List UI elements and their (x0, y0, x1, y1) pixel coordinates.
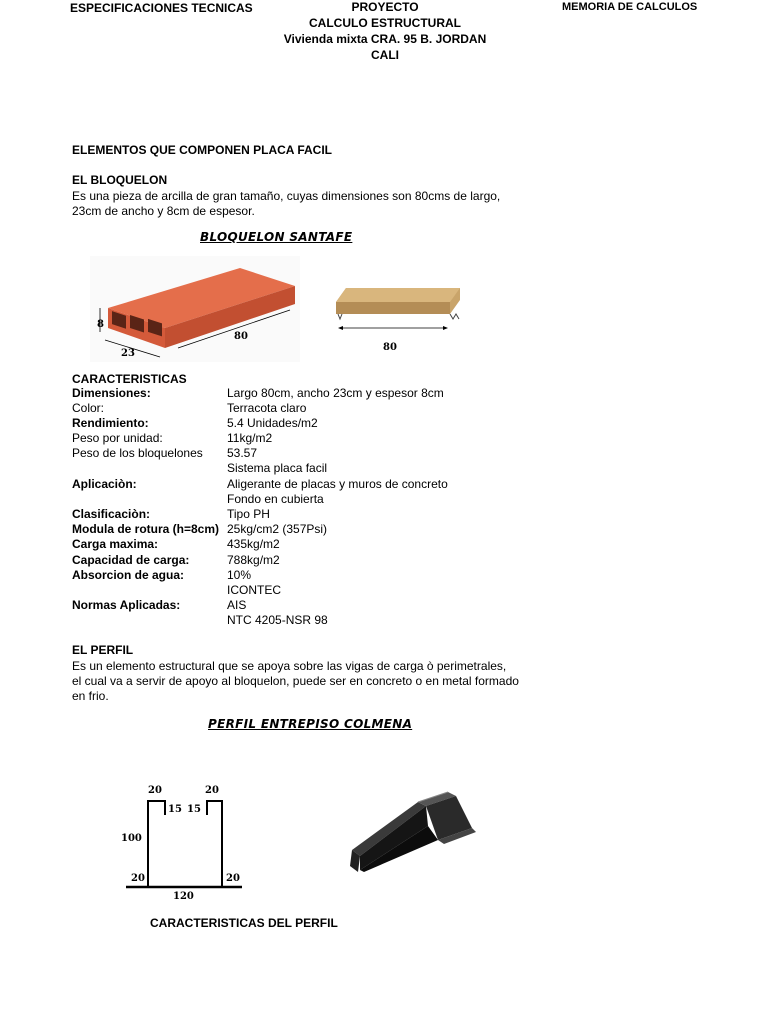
perfil-section-drawing (118, 784, 246, 906)
header-center (250, 0, 520, 63)
spec-row (72, 446, 572, 461)
spec-value: ICONTEC (227, 583, 281, 597)
header-right: MEMORIA DE CALCULOS (562, 1, 698, 13)
spec-value: 5.4 Unidades/m2 (227, 416, 318, 430)
header-line: CALI (371, 48, 399, 62)
dim-height-label: 8 (97, 319, 104, 330)
spec-value: 11kg/m2 (227, 431, 273, 445)
spec-row (72, 553, 572, 568)
spec-label: Modula de rotura (h=8cm) (72, 522, 220, 536)
spec-value: Fondo en cubierta (227, 492, 324, 506)
perfil-characteristics-title: CARACTERISTICAS DEL PERFIL (150, 916, 338, 930)
dim-bottom-right: 20 (226, 873, 240, 884)
spec-value: Terracota claro (227, 401, 307, 415)
spec-row (72, 401, 572, 416)
spec-row (72, 492, 572, 507)
spec-value: 10% (227, 568, 252, 582)
spec-value: 788kg/m2 (227, 553, 280, 567)
dim-lip-left: 15 (168, 804, 182, 815)
spec-value: Tipo PH (227, 507, 270, 521)
perfil-description (72, 659, 519, 704)
header-left: ESPECIFICACIONES TECNICAS (70, 1, 253, 15)
side-length-label: 80 (383, 342, 397, 353)
perfil-title: EL PERFIL (72, 643, 134, 657)
dim-length-label: 80 (234, 331, 248, 342)
text-line: Es una pieza de arcilla de gran tamaño, cuyas dimensiones son 80cms de largo, (72, 189, 501, 203)
spec-label: Normas Aplicadas: (72, 598, 181, 612)
spec-row (72, 386, 572, 401)
dim-bottom-left: 20 (131, 873, 145, 884)
spec-value: Aligerante de placas y muros de concreto (227, 477, 448, 491)
spec-label: Carga maxima: (72, 537, 159, 551)
spec-value: 53.57 (227, 446, 258, 460)
text-line: 23cm de ancho y 8cm de espesor. (72, 204, 255, 218)
spec-row (72, 613, 572, 628)
perfil-caption: PERFIL ENTREPISO COLMENA (208, 717, 413, 731)
dim-height: 100 (121, 833, 142, 844)
spec-label: Dimensiones: (72, 386, 151, 400)
spec-label: Capacidad de carga: (72, 553, 190, 567)
text-line: Es un elemento estructural que se apoya sobre las vigas de carga ò perimetrales, (72, 659, 507, 673)
dim-base: 120 (173, 891, 194, 902)
spec-row (72, 522, 572, 537)
spec-row (72, 431, 572, 446)
spec-label: Clasificaciòn: (72, 507, 151, 521)
dim-lip-right: 15 (187, 804, 201, 815)
spec-row (72, 416, 572, 431)
dim-top-right: 20 (205, 785, 219, 796)
characteristics-title: CARACTERISTICAS (72, 372, 187, 386)
bloquelon-title: EL BLOQUELON (72, 173, 168, 187)
header-line: PROYECTO (351, 0, 419, 14)
spec-label: Absorcion de agua: (72, 568, 185, 582)
spec-row (72, 461, 572, 476)
spec-row (72, 568, 572, 583)
bloquelon-description (72, 189, 500, 219)
spec-value: AIS (227, 598, 247, 612)
spec-label: Aplicaciòn: (72, 477, 137, 491)
spec-row (72, 598, 572, 613)
spec-row (72, 477, 572, 492)
bloquelon-photo (90, 256, 300, 362)
section-title: ELEMENTOS QUE COMPONEN PLACA FACIL (72, 143, 333, 157)
spec-row (72, 507, 572, 522)
header-line: Vivienda mixta CRA. 95 B. JORDAN (283, 32, 487, 46)
spec-value: Largo 80cm, ancho 23cm y espesor 8cm (227, 386, 444, 400)
bloquelon-caption: BLOQUELON SANTAFE (200, 230, 353, 244)
spec-label: Peso por unidad: (72, 431, 163, 445)
spec-label: Peso de los bloquelones (72, 446, 203, 460)
spec-row (72, 537, 572, 552)
header-line: CALCULO ESTRUCTURAL (309, 16, 461, 30)
text-line: en frio. (72, 689, 109, 703)
spec-label: Color: (72, 401, 105, 415)
spec-label: Rendimiento: (72, 416, 149, 430)
spec-value: Sistema placa facil (227, 461, 328, 475)
spec-row (72, 583, 572, 598)
spec-value: 25kg/cm2 (357Psi) (227, 522, 328, 536)
perfil-photo (348, 788, 478, 874)
spec-value: 435kg/m2 (227, 537, 280, 551)
dim-width-label: 23 (121, 348, 135, 359)
text-line: el cual va a servir de apoyo al bloquelon, puede ser en concreto o en metal formado (72, 674, 519, 688)
spec-value: NTC 4205-NSR 98 (227, 613, 328, 627)
dim-top-left: 20 (148, 785, 162, 796)
bloquelon-side-view (334, 284, 464, 356)
